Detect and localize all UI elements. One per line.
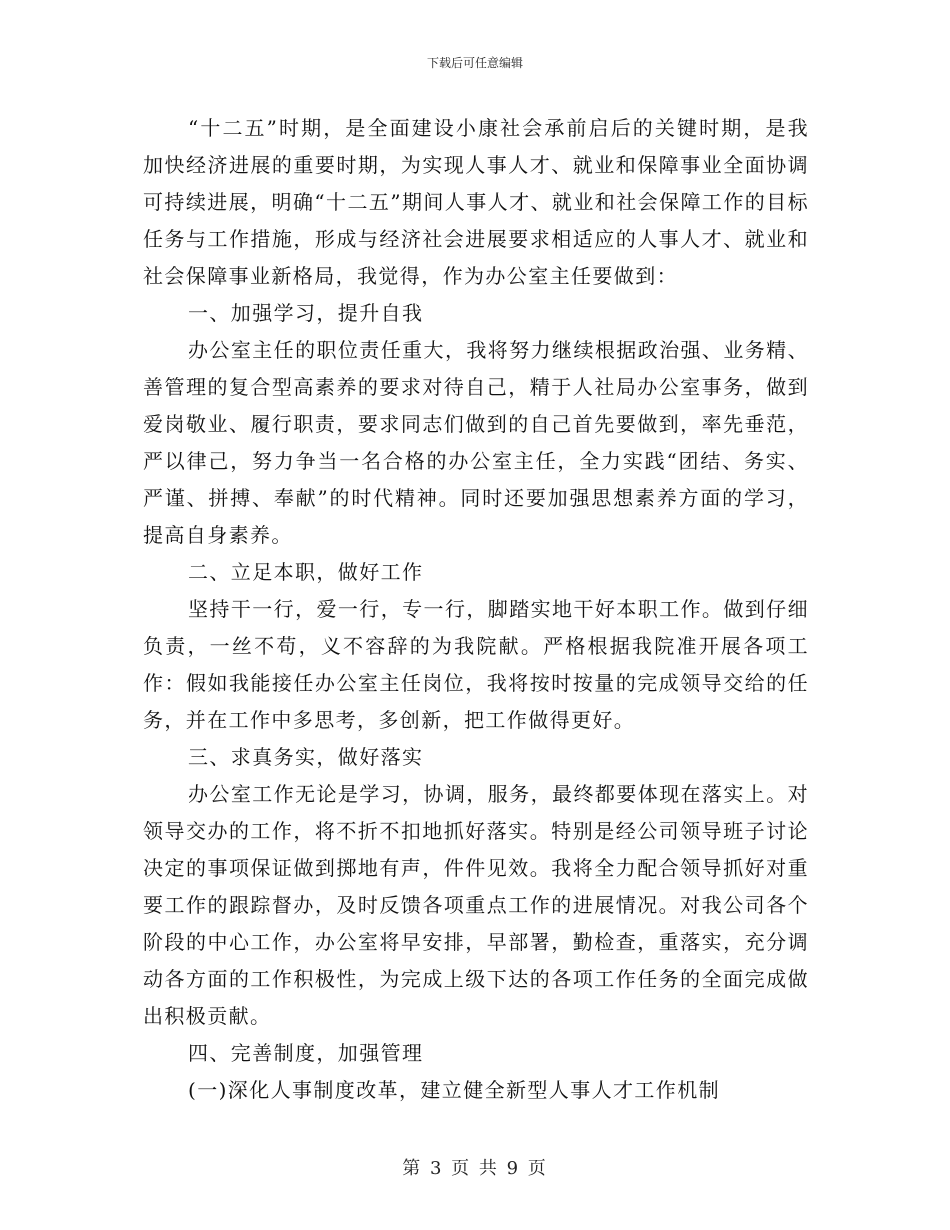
paragraph-section-3: 办公室工作无论是学习，协调，服务，最终都要体现在落实上。对领导交办的工作，将不折不扣地抓好落实。特别是经公司领导班子讨论决定的事项保证做到掷地有声，件件见效。我将全力配合领导抓好对重要工作的跟踪督办，及时反馈各项重点工作的进展情况。对我公司各个阶段的中心工作，办公室将早安排，早部署，勤检查，重落实，充分调动各方面的工作积极性，为完成上级下达的各项工作任务的全面完成做出积极贡献。 bbox=[143, 782, 809, 1028]
paragraph-section-2: 坚持干一行，爱一行，专一行，脚踏实地干好本职工作。做到仔细负责，一丝不苟，义不容辞的为我院献。严格根据我院准开展各项工作：假如我能接任办公室主任岗位，我将按时按量的完成领导交给的任务，并在工作中多思考，多创新，把工作做得更好。 bbox=[143, 597, 809, 732]
document-body bbox=[143, 110, 809, 1109]
section-heading-2: 二、立足本职，做好工作 bbox=[188, 560, 424, 584]
paragraph-intro: “十二五”时期，是全面建设小康社会承前启后的关键时期，是我加快经济进展的重要时期，为实现人事人才、就业和保障事业全面协调可持续进展，明确“十二五”期间人事人才、就业和社会保障工作的目标任务与工作措施，形成与经济社会进展要求相适应的人事人才、就业和社会保障事业新格局，我觉得，作为办公室主任要做到： bbox=[143, 116, 809, 288]
section-heading-4: 四、完善制度，加强管理 bbox=[188, 1041, 424, 1065]
section-heading-1: 一、加强学习，提升自我 bbox=[188, 301, 424, 325]
page-header: 下载后可任意编辑 bbox=[426, 56, 523, 70]
section-heading-3: 三、求真务实，做好落实 bbox=[188, 745, 424, 769]
subsection-heading-1: (一)深化人事制度改革，建立健全新型人事人才工作机制 bbox=[188, 1078, 721, 1102]
paragraph-section-1: 办公室主任的职位责任重大，我将努力继续根据政治强、业务精、善管理的复合型高素养的要求对待自己，精于人社局办公室事务，做到爱岗敬业、履行职责，要求同志们做到的自己首先要做到，率先垂范，严以律己，努力争当一名合格的办公室主任，全力实践“团结、务实、严谨、拼搏、奉献”的时代精神。同时还要加强思想素养方面的学习，提高自身素养。 bbox=[143, 338, 809, 547]
page-number-footer: 第 3 页 共 9 页 bbox=[402, 1158, 548, 1179]
